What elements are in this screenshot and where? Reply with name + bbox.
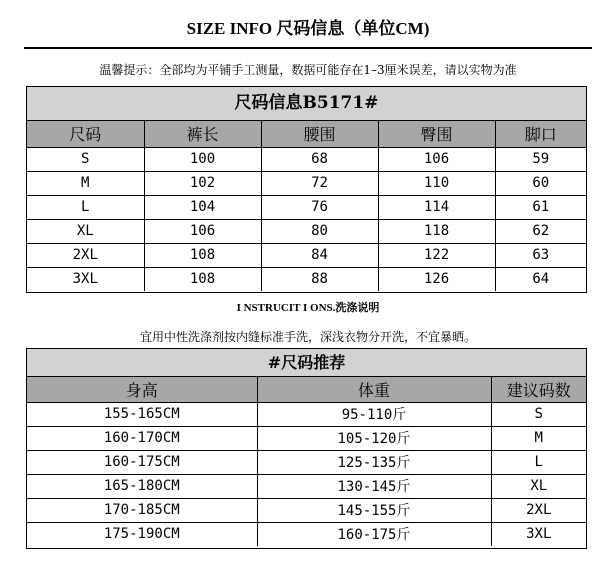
table-row: [27, 267, 586, 291]
cell-waist: 68: [261, 147, 378, 171]
cell-length: 108: [144, 267, 261, 291]
cell-hem: 61: [495, 195, 586, 219]
header-hem: 脚口: [495, 121, 586, 147]
table-row: [27, 402, 586, 426]
cell-hip: 106: [378, 147, 495, 171]
cell-hem: 64: [495, 267, 586, 291]
cell-suggested-size: XL: [491, 474, 586, 498]
cell-suggested-size: L: [491, 450, 586, 474]
table-row: [27, 474, 586, 498]
cell-hem: 62: [495, 219, 586, 243]
cell-height: 160-175CM: [27, 450, 257, 474]
cell-length: 104: [144, 195, 261, 219]
cell-hem: 59: [495, 147, 586, 171]
size-recommendation-table: [26, 348, 587, 549]
size-info-table: [26, 86, 587, 293]
recommend-grid: [27, 377, 586, 546]
title-divider: [24, 47, 592, 49]
cell-hip: 126: [378, 267, 495, 291]
header-suggested-size: 建议码数: [491, 377, 586, 402]
header-waist: 腰围: [261, 121, 378, 147]
cell-waist: 84: [261, 243, 378, 267]
table-row: [27, 171, 586, 195]
table-row: [27, 450, 586, 474]
cell-length: 108: [144, 243, 261, 267]
table-row: [27, 498, 586, 522]
header-size: 尺码: [27, 121, 144, 147]
table-row: [27, 243, 586, 267]
table-row: [27, 147, 586, 171]
cell-size: 3XL: [27, 267, 144, 291]
cell-waist: 76: [261, 195, 378, 219]
cell-weight: 95-110斤: [257, 402, 491, 426]
recommend-table-title: #尺码推荐: [27, 349, 586, 377]
header-hip: 臀围: [378, 121, 495, 147]
cell-hip: 122: [378, 243, 495, 267]
cell-length: 100: [144, 147, 261, 171]
size-table-title: 尺码信息B5171#: [27, 87, 586, 121]
cell-weight: 130-145斤: [257, 474, 491, 498]
page-title: SIZE INFO 尺码信息（单位CM): [186, 19, 430, 38]
cell-weight: 160-175斤: [257, 522, 491, 546]
cell-size: XL: [27, 219, 144, 243]
cell-hip: 110: [378, 171, 495, 195]
table-row: [27, 426, 586, 450]
cell-hip: 114: [378, 195, 495, 219]
cell-waist: 80: [261, 219, 378, 243]
measurement-notice: 温馨提示：全部均为平铺手工测量，数据可能存在1–3厘米误差，请以实物为准: [99, 63, 517, 77]
table-row: [27, 219, 586, 243]
header-height: 身高: [27, 377, 257, 402]
cell-height: 160-170CM: [27, 426, 257, 450]
cell-weight: 125-135斤: [257, 450, 491, 474]
cell-hip: 118: [378, 219, 495, 243]
table-row: [27, 195, 586, 219]
cell-size: L: [27, 195, 144, 219]
instructions-text: 宜用中性洗涤剂按内缝标准手洗，深浅衣物分开洗，不宜暴晒。: [139, 330, 476, 344]
cell-height: 155-165CM: [27, 402, 257, 426]
instructions-heading: I NSTRUCIT I ONS.洗涤说明: [236, 302, 380, 314]
header-length: 裤长: [144, 121, 261, 147]
cell-waist: 72: [261, 171, 378, 195]
cell-length: 102: [144, 171, 261, 195]
cell-suggested-size: S: [491, 402, 586, 426]
cell-weight: 105-120斤: [257, 426, 491, 450]
cell-size: M: [27, 171, 144, 195]
cell-weight: 145-155斤: [257, 498, 491, 522]
cell-size: S: [27, 147, 144, 171]
cell-waist: 88: [261, 267, 378, 291]
cell-height: 175-190CM: [27, 522, 257, 546]
cell-suggested-size: M: [491, 426, 586, 450]
cell-length: 106: [144, 219, 261, 243]
cell-hem: 63: [495, 243, 586, 267]
cell-suggested-size: 2XL: [491, 498, 586, 522]
cell-suggested-size: 3XL: [491, 522, 586, 546]
cell-hem: 60: [495, 171, 586, 195]
table-row: [27, 522, 586, 546]
recommend-header-row: [27, 377, 586, 402]
cell-size: 2XL: [27, 243, 144, 267]
size-grid: [27, 121, 586, 291]
size-header-row: [27, 121, 586, 147]
cell-height: 165-180CM: [27, 474, 257, 498]
header-weight: 体重: [257, 377, 491, 402]
cell-height: 170-185CM: [27, 498, 257, 522]
